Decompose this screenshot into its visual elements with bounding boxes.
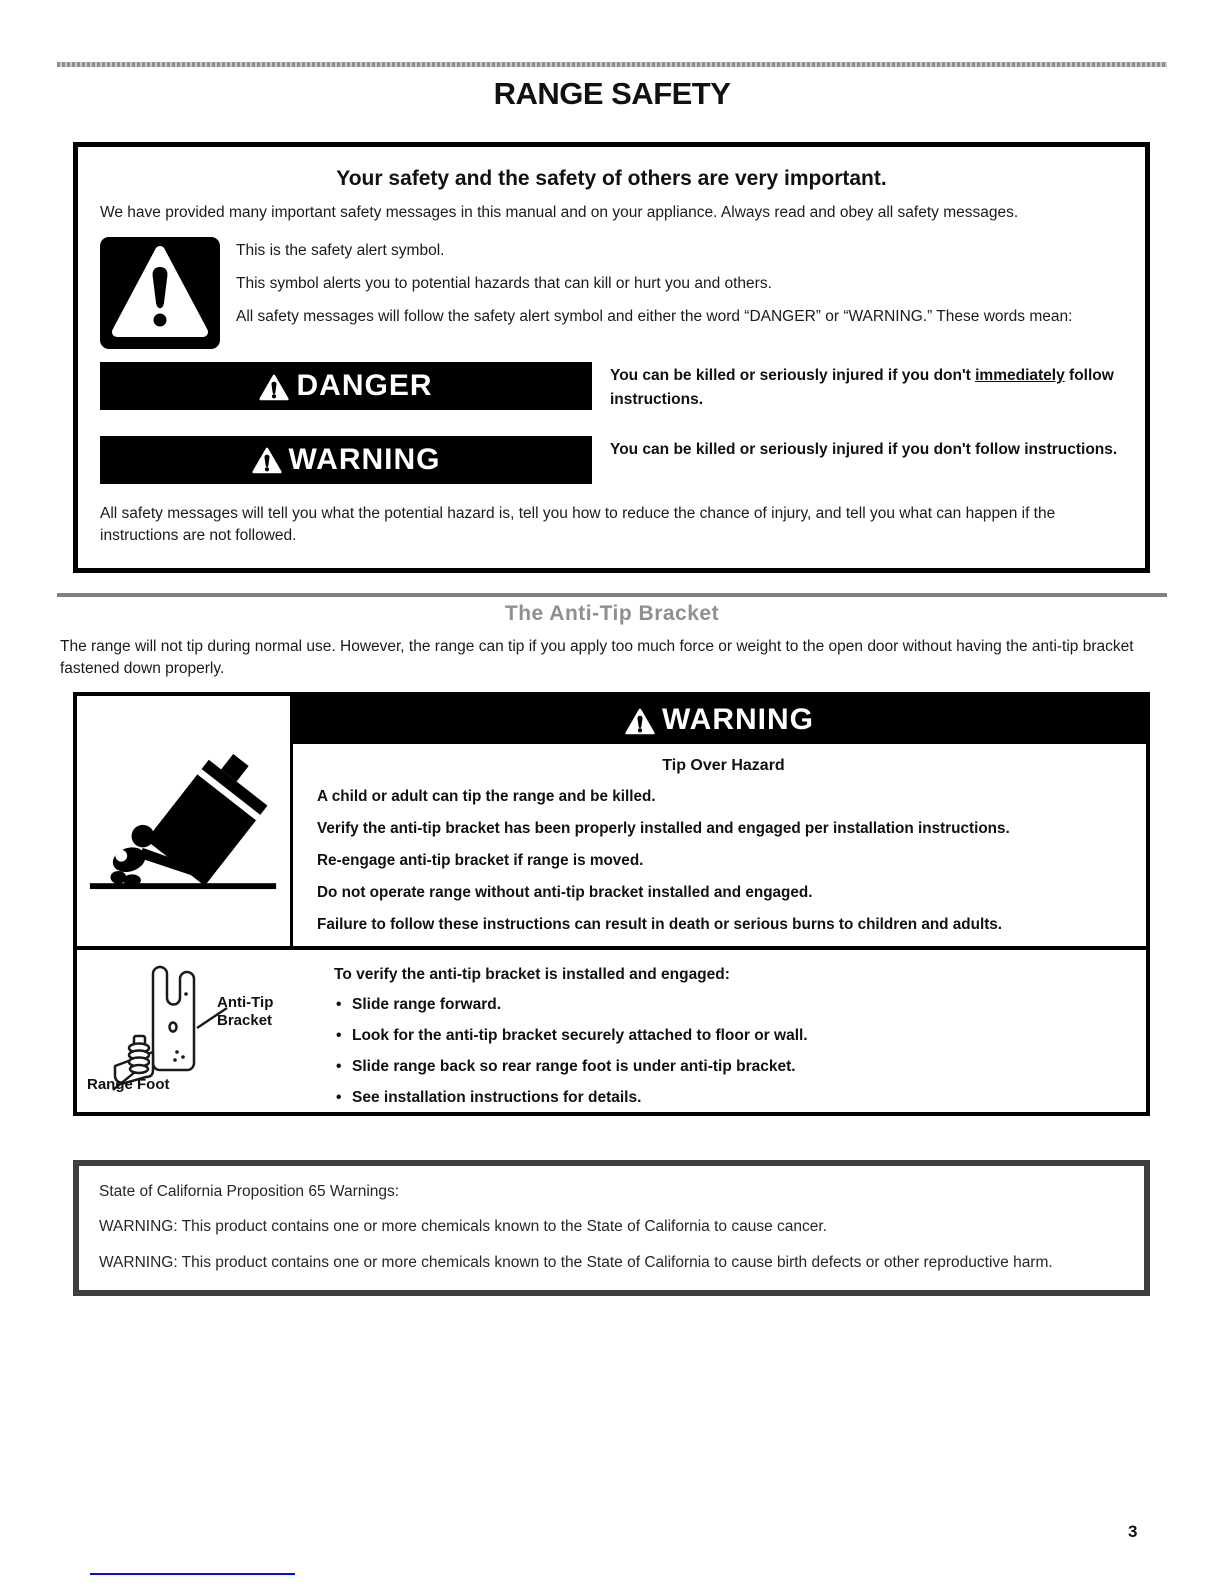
tip-over-hazard-content xyxy=(293,696,1146,946)
alert-symbol-row xyxy=(100,237,1123,349)
bracket-label: Anti-Tip Bracket xyxy=(217,994,274,1029)
alert-triangle-icon xyxy=(252,447,282,474)
danger-label: DANGER xyxy=(296,369,433,403)
warning-row xyxy=(100,436,1123,484)
tip-over-warning-bar xyxy=(293,696,1146,744)
alert-line: All safety messages will follow the safety alert symbol and either the word “DANGER” or “WARNING.” These words mean: xyxy=(236,307,1073,325)
hazard-text-block xyxy=(293,744,1146,934)
alert-triangle-icon xyxy=(259,374,289,401)
verify-heading: To verify the anti-tip bracket is installed and engaged: xyxy=(334,966,730,983)
tip-over-warning-label: WARNING xyxy=(662,703,814,736)
alert-line: This is the safety alert symbol. xyxy=(236,242,445,260)
verify-instructions xyxy=(312,950,1146,1112)
danger-row xyxy=(100,362,1123,411)
verify-bullet: • Slide range forward. xyxy=(334,995,1122,1015)
alert-triangle-icon xyxy=(625,708,655,735)
prop65-heading: State of California Proposition 65 Warnings: xyxy=(99,1183,400,1200)
alert-line: This symbol alerts you to potential hazards that can kill or hurt you and others. xyxy=(236,275,772,293)
hazard-line: Verify the anti-tip bracket has been properly installed and engaged per installation instructions. xyxy=(317,819,1010,837)
verify-bullet: • Look for the anti-tip bracket securely attached to floor or wall. xyxy=(334,1026,1122,1046)
page-title: RANGE SAFETY xyxy=(493,76,731,111)
prop65-warning-cancer: WARNING: This product contains one or more chemicals known to the State of California to cause cancer. xyxy=(99,1218,827,1236)
top-divider xyxy=(57,62,1167,67)
hazard-line: Do not operate range without anti-tip bracket installed and engaged. xyxy=(317,883,813,901)
tip-over-pictogram-icon xyxy=(86,738,282,900)
section-divider xyxy=(57,593,1167,597)
safety-box-heading: Your safety and the safety of others are very important. xyxy=(336,167,887,190)
danger-description: You can be killed or seriously injured if you don't immediately follow instructions. xyxy=(610,367,1114,408)
safety-message-box xyxy=(73,142,1150,573)
range-foot-label: Range Foot xyxy=(87,1076,170,1093)
warning-label: WARNING xyxy=(288,442,441,476)
safety-box-footer: All safety messages will tell you what the potential hazard is, tell you how to reduce the chance of injury, and tell you what can happen if the instructions are not followed. xyxy=(100,504,1056,545)
prop65-warning-box xyxy=(73,1160,1150,1296)
tip-over-pictogram-cell xyxy=(77,696,293,946)
verify-bullet: • Slide range back so rear range foot is under anti-tip bracket. xyxy=(334,1057,1122,1077)
anti-tip-section-heading: The Anti-Tip Bracket xyxy=(504,602,720,625)
alert-symbol-text xyxy=(236,237,1072,349)
page-number: 3 xyxy=(1128,1522,1138,1541)
safety-box-intro: We have provided many important safety messages in this manual and on your appliance. Always read and obey all safety messages. xyxy=(100,204,1019,221)
verify-bracket-row xyxy=(77,946,1146,1112)
verify-bullet: • See installation instructions for details. xyxy=(334,1088,1122,1108)
bracket-diagram-cell xyxy=(77,950,312,1112)
anti-tip-intro: The range will not tip during normal use. However, the range can tip if you apply too much force or weight to the open door without having the anti-tip bracket fastened down properly. xyxy=(60,638,1134,678)
danger-signal-bar xyxy=(100,362,592,410)
tip-over-hazard-row xyxy=(77,696,1146,946)
safety-alert-icon xyxy=(100,237,220,349)
warning-description: You can be killed or seriously injured if you don't follow instructions. xyxy=(610,440,1118,458)
hazard-line: A child or adult can tip the range and be killed. xyxy=(317,788,656,805)
hazard-title: Tip Over Hazard xyxy=(662,757,785,774)
warning-signal-bar xyxy=(100,436,592,484)
footer-blue-line xyxy=(90,1573,295,1575)
hazard-line: Re-engage anti-tip bracket if range is moved. xyxy=(317,851,644,869)
hazard-line: Failure to follow these instructions can result in death or serious burns to children and adults. xyxy=(317,915,1003,933)
tip-over-warning-box xyxy=(73,692,1150,1116)
prop65-warning-reproductive: WARNING: This product contains one or more chemicals known to the State of California to cause birth defects or other reproductive harm. xyxy=(99,1253,1053,1271)
